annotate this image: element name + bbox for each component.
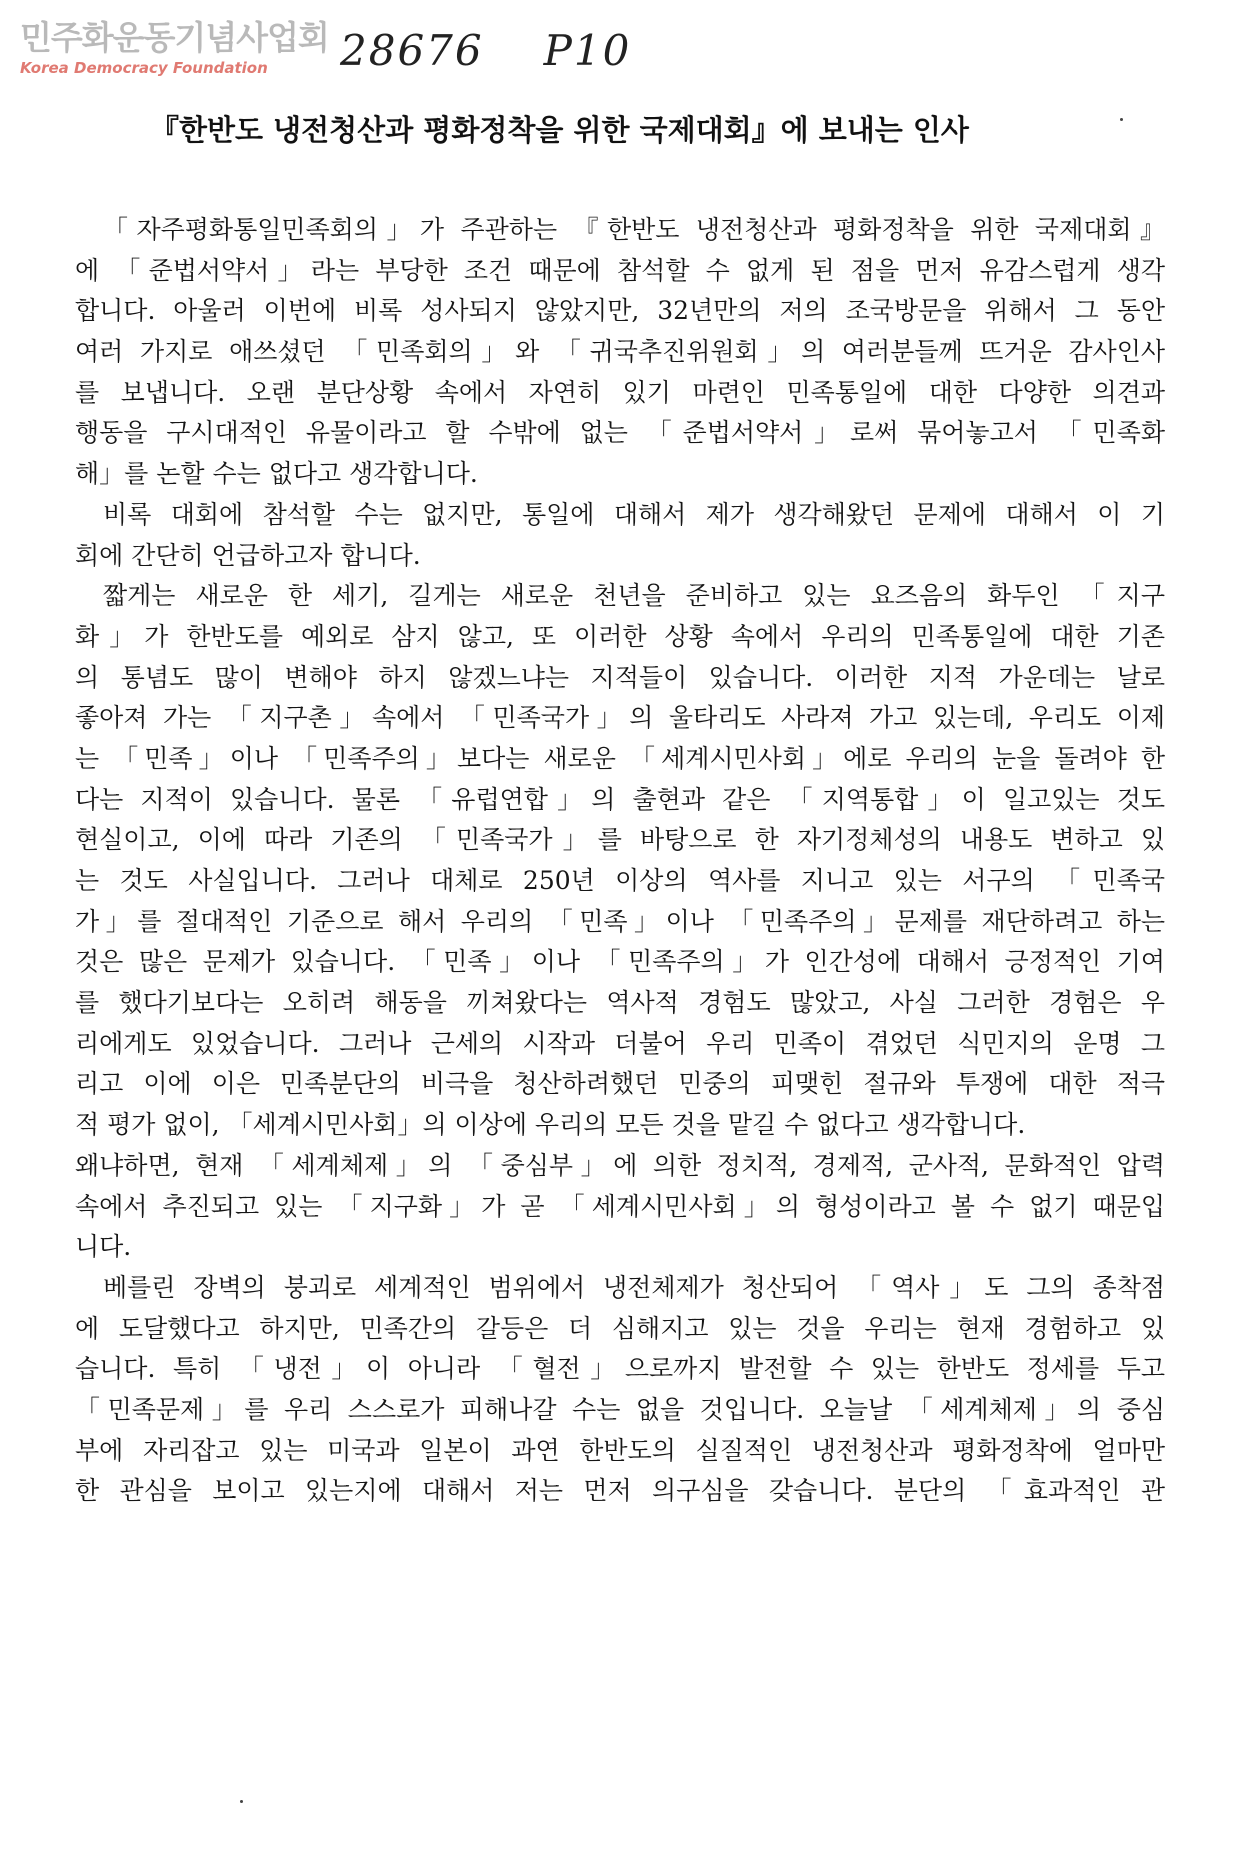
- body-line: 화」가 한반도를 예외로 삼지 않고, 또 이러한 상황 속에서 우리의 민족통일에 대한 기존: [75, 621, 1165, 651]
- foundation-logo: [20, 18, 329, 78]
- body-line: 좋아져 가는 「지구촌」속에서 「민족국가」의 울타리도 사라져 가고 있는데, 우리도 이제: [75, 703, 1165, 733]
- body-line: 습니다. 특히 「냉전」이 아니라 「혈전」으로까지 발전할 수 있는 한반도 정세를 두고: [75, 1354, 1165, 1384]
- document-body: [75, 210, 1165, 1512]
- body-line: 현실이고, 이에 따라 기존의 「민족국가」를 바탕으로 한 자기정체성의 내용도 변하고 있: [75, 825, 1165, 855]
- body-line: 리고 이에 이은 민족분단의 비극을 청산하려했던 민중의 피맺힌 절규와 투쟁에 대한 적극: [75, 1069, 1165, 1099]
- body-line: 회에 간단히 언급하고자 합니다.: [75, 540, 421, 570]
- body-line: 왜냐하면, 현재 「세계체제」의 「중심부」에 의한 정치적, 경제적, 군사적, 문화적인 압력: [75, 1150, 1165, 1180]
- logo-korean-text: 민주화운동기념사업회: [20, 18, 329, 57]
- logo-english-text: Korea Democracy Foundation: [20, 59, 268, 77]
- body-line: 비록 대회에 참석할 수는 없지만, 통일에 대해서 제가 생각해왔던 문제에 대해서 이 기: [103, 499, 1165, 529]
- body-line: 속에서 추진되고 있는 「지구화」가 곧 「세계시민사회」의 형성이라고 볼 수 없기 때문입: [75, 1191, 1165, 1221]
- archive-number: 28676: [340, 26, 484, 75]
- body-line: 것은 많은 문제가 있습니다. 「민족」이나 「민족주의」가 인간성에 대해서 긍정적인 기여: [75, 947, 1165, 977]
- body-line: 짧게는 새로운 한 세기, 길게는 새로운 천년을 준비하고 있는 요즈음의 화두인 「지구: [103, 581, 1165, 611]
- body-line: 한 관심을 보이고 있는지에 대해서 저는 먼저 의구심을 갖습니다. 분단의 「효과적인 관: [75, 1476, 1165, 1506]
- scan-speck: [1120, 118, 1123, 121]
- body-line: 「자주평화통일민족회의」가 주관하는 『한반도 냉전청산과 평화정착을 위한 국제대회』: [103, 215, 1165, 244]
- archive-page: P10: [543, 26, 632, 75]
- body-line: 니다.: [75, 1232, 132, 1262]
- body-line: 리에게도 있었습니다. 그러나 근세의 시작과 더불어 우리 민족이 겪었던 식민지의 운명 그: [75, 1028, 1165, 1058]
- body-line: 베를린 장벽의 붕괴로 세계적인 범위에서 냉전체제가 청산되어 「역사」도 그의 종착점: [103, 1272, 1165, 1302]
- document-title: 『한반도 냉전청산과 평화정착을 위한 국제대회』에 보내는 인사: [150, 113, 969, 147]
- scan-speck: [240, 1800, 243, 1803]
- body-line: 여러 가지로 애쓰셨던 「민족회의」와 「귀국추진위원회」의 여러분들께 뜨거운 감사인사: [75, 337, 1165, 367]
- body-line: 「민족문제」를 우리 스스로가 피해나갈 수는 없을 것입니다. 오늘날 「세계체제」의 중심: [75, 1394, 1165, 1424]
- body-line: 의 통념도 많이 변해야 하지 않겠느냐는 지적들이 있습니다. 이러한 지적 가운데는 날로: [75, 662, 1165, 692]
- body-line: 에 도달했다고 하지만, 민족간의 갈등은 더 심해지고 있는 것을 우리는 현재 경험하고 있: [75, 1313, 1165, 1343]
- body-line: 해」를 논할 수는 없다고 생각합니다.: [75, 459, 478, 489]
- body-line: 부에 자리잡고 있는 미국과 일본이 과연 한반도의 실질적인 냉전청산과 평화정착에 얼마만: [75, 1435, 1165, 1465]
- body-line: 는 「민족」이나 「민족주의」보다는 새로운 「세계시민사회」에로 우리의 눈을 돌려야 한: [75, 743, 1165, 773]
- body-line: 를 보냅니다. 오랜 분단상황 속에서 자연히 있기 마련인 민족통일에 대한 다양한 의견과: [75, 377, 1165, 407]
- body-line: 가」를 절대적인 기준으로 해서 우리의 「민족」이나 「민족주의」문제를 재단하려고 하는: [75, 906, 1165, 936]
- body-line: 는 것도 사실입니다. 그러나 대체로 250년 이상의 역사를 지니고 있는 서구의 「민족국: [75, 866, 1165, 895]
- handwritten-archive-mark: [340, 26, 631, 75]
- body-line: 다는 지적이 있습니다. 물론 「유럽연합」의 출현과 같은 「지역통합」이 일고있는 것도: [75, 784, 1165, 814]
- body-line: 합니다. 아울러 이번에 비록 성사되지 않았지만, 32년만의 저의 조국방문을 위해서 그 동안: [75, 296, 1165, 326]
- body-line: 행동을 구시대적인 유물이라고 할 수밖에 없는 「준법서약서」로써 묶어놓고서 「민족화: [75, 418, 1165, 448]
- body-line: 적 평가 없이, 「세계시민사회」의 이상에 우리의 모든 것을 맡길 수 없다고 생각합니다.: [75, 1110, 1026, 1140]
- body-line: 에 「준법서약서」라는 부당한 조건 때문에 참석할 수 없게 된 점을 먼저 유감스럽게 생각: [75, 255, 1165, 285]
- body-line: 를 했다기보다는 오히려 해동을 끼쳐왔다는 역사적 경험도 많았고, 사실 그러한 경험은 우: [75, 988, 1165, 1018]
